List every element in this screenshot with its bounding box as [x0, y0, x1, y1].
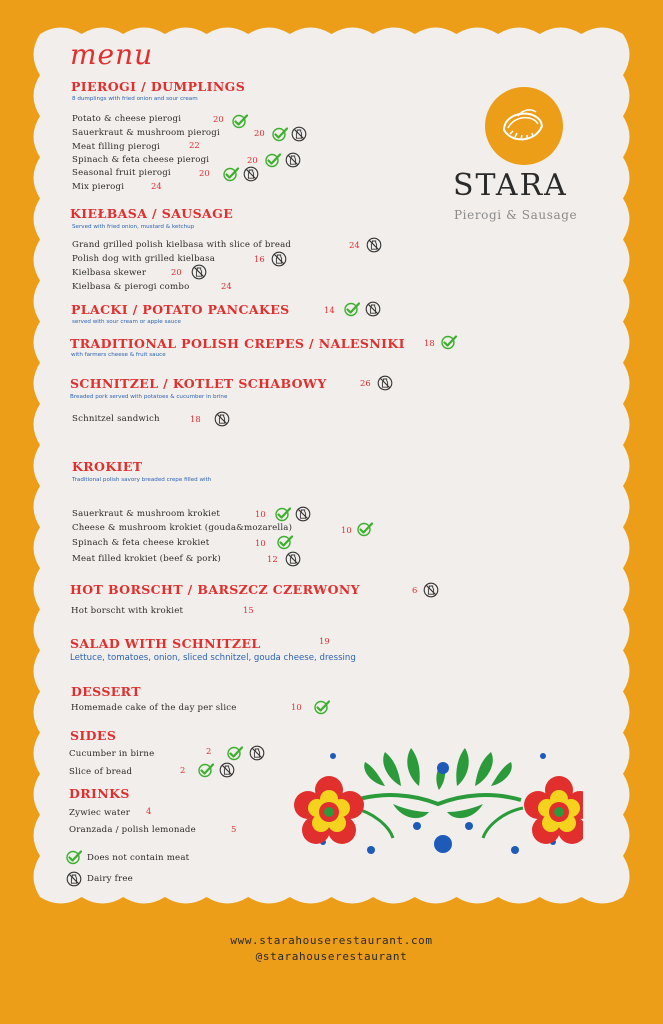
menu-item: Slice of bread — [69, 767, 133, 777]
folk-flower-ornament — [293, 742, 583, 862]
menu-item: Meat filled krokiet (beef & pork) — [72, 554, 221, 564]
item-price: 24 — [349, 240, 360, 250]
check-icon — [272, 126, 288, 142]
no-dairy-icon — [243, 166, 259, 182]
item-price: 20 — [254, 128, 265, 138]
legend-no-meat: Does not contain meat — [87, 853, 190, 863]
menu-item: Meat filling pierogi — [72, 142, 161, 152]
menu-item: Kielbasa & pierogi combo — [72, 282, 190, 292]
menu-item: Zywiec water — [69, 808, 131, 818]
item-price: 24 — [221, 281, 232, 291]
check-icon — [441, 334, 457, 350]
pierogi-logo-icon — [484, 86, 564, 166]
menu-item: Cheese & mushroom krokiet (gouda&mozarella) — [72, 523, 293, 533]
menu-item: Schnitzel sandwich — [72, 414, 160, 424]
section-subtitle-krokiet: Traditional polish savory breaded crepe filled with — [72, 477, 212, 483]
item-price: 2 — [206, 746, 212, 756]
no-dairy-icon — [423, 582, 439, 598]
check-icon — [265, 152, 281, 168]
item-price: 4 — [146, 806, 152, 816]
section-subtitle-kielbasa: Served with fried onion, mustard & ketchup — [72, 224, 195, 230]
menu-item: Hot borscht with krokiet — [71, 606, 184, 616]
item-price: 10 — [255, 538, 266, 548]
check-icon — [344, 301, 360, 317]
section-title-salad: SALAD WITH SCHNITZEL — [70, 636, 261, 651]
item-price: 10 — [291, 702, 302, 712]
section-subtitle-schnitzel: Breaded pork served with potatoes & cucumber in brine — [70, 394, 228, 400]
section-price-placki: 14 — [324, 305, 335, 315]
item-price: 10 — [341, 525, 352, 535]
no-dairy-icon — [66, 871, 82, 887]
no-dairy-icon — [249, 745, 265, 761]
menu-item: Cucumber in birne — [69, 749, 155, 759]
section-title-placki: PLACKI / POTATO PANCAKES — [71, 302, 290, 317]
check-icon — [357, 521, 373, 537]
menu-item: Homemade cake of the day per slice — [71, 703, 237, 713]
section-title-pierogi: PIEROGI / DUMPLINGS — [71, 79, 246, 94]
menu-item: Mix pierogi — [72, 182, 125, 192]
no-dairy-icon — [295, 506, 311, 522]
section-title-dessert: DESSERT — [71, 684, 141, 699]
footer-handle[interactable]: @starahouserestaurant — [255, 950, 408, 963]
brand-tagline: Pierogi & Sausage — [454, 208, 578, 222]
menu-item: Grand grilled polish kielbasa with slice of bread — [72, 240, 292, 250]
item-price: 5 — [231, 824, 237, 834]
item-price: 20 — [213, 114, 224, 124]
salad-description: Lettuce, tomatoes, onion, sliced schnitzel, gouda cheese, dressing — [70, 653, 356, 663]
check-icon — [227, 745, 243, 761]
section-price-schnitzel: 26 — [360, 378, 371, 388]
section-price-crepes: 18 — [424, 338, 435, 348]
section-subtitle-placki: served with sour cream or apple sauce — [72, 319, 181, 325]
no-dairy-icon — [214, 411, 230, 427]
no-dairy-icon — [365, 301, 381, 317]
section-title-drinks: DRINKS — [69, 786, 130, 801]
section-title-krokiet: KROKIET — [72, 459, 143, 474]
check-icon — [66, 849, 82, 865]
menu-item: Spinach & feta cheese krokiet — [72, 538, 210, 548]
section-subtitle-crepes: with farmers cheese & fruit sauce — [71, 352, 166, 358]
brand-name: STARA — [453, 168, 568, 203]
no-dairy-icon — [285, 551, 301, 567]
item-price: 12 — [267, 554, 278, 564]
menu-item: Sauerkraut & mushroom pierogi — [72, 128, 220, 138]
item-price: 16 — [254, 254, 265, 264]
item-price: 22 — [189, 140, 200, 150]
section-title-sides: SIDES — [70, 728, 117, 743]
menu-item: Potato & cheese pierogi — [72, 114, 182, 124]
menu-item: Seasonal fruit pierogi — [72, 168, 171, 178]
section-price-borscht: 6 — [412, 585, 418, 595]
no-dairy-icon — [291, 126, 307, 142]
legend-dairy-free: Dairy free — [87, 874, 133, 884]
item-price: 2 — [180, 765, 186, 775]
check-icon — [232, 113, 248, 129]
item-price: 20 — [199, 168, 210, 178]
no-dairy-icon — [219, 762, 235, 778]
item-price: 24 — [151, 181, 162, 191]
section-title-crepes: TRADITIONAL POLISH CREPES / NALESNIKI — [70, 336, 405, 351]
section-price-salad: 19 — [319, 636, 330, 646]
menu-item: Polish dog with grilled kielbasa — [72, 254, 216, 264]
no-dairy-icon — [271, 251, 287, 267]
check-icon — [275, 506, 291, 522]
check-icon — [314, 699, 330, 715]
section-title-schnitzel: SCHNITZEL / KOTLET SCHABOWY — [70, 376, 327, 391]
check-icon — [223, 166, 239, 182]
menu-item: Spinach & feta cheese pierogi — [72, 155, 210, 165]
item-price: 20 — [247, 155, 258, 165]
menu-item: Sauerkraut & mushroom krokiet — [72, 509, 221, 519]
item-price: 15 — [243, 605, 254, 615]
menu-script-title: menu — [70, 38, 154, 71]
no-dairy-icon — [191, 264, 207, 280]
section-title-borscht: HOT BORSCHT / BARSZCZ CZERWONY — [70, 582, 361, 597]
check-icon — [277, 534, 293, 550]
section-subtitle-pierogi: 8 dumplings with fried onion and sour cream — [72, 96, 198, 102]
item-price: 20 — [171, 267, 182, 277]
check-icon — [198, 762, 214, 778]
menu-item: Kielbasa skewer — [72, 268, 147, 278]
menu-item: Oranzada / polish lemonade — [69, 825, 196, 835]
item-price: 10 — [255, 509, 266, 519]
footer-website[interactable]: www.starahouserestaurant.com — [230, 934, 433, 947]
no-dairy-icon — [377, 375, 393, 391]
item-price: 18 — [190, 414, 201, 424]
section-title-kielbasa: KIEŁBASA / SAUSAGE — [70, 206, 234, 221]
no-dairy-icon — [285, 152, 301, 168]
no-dairy-icon — [366, 237, 382, 253]
